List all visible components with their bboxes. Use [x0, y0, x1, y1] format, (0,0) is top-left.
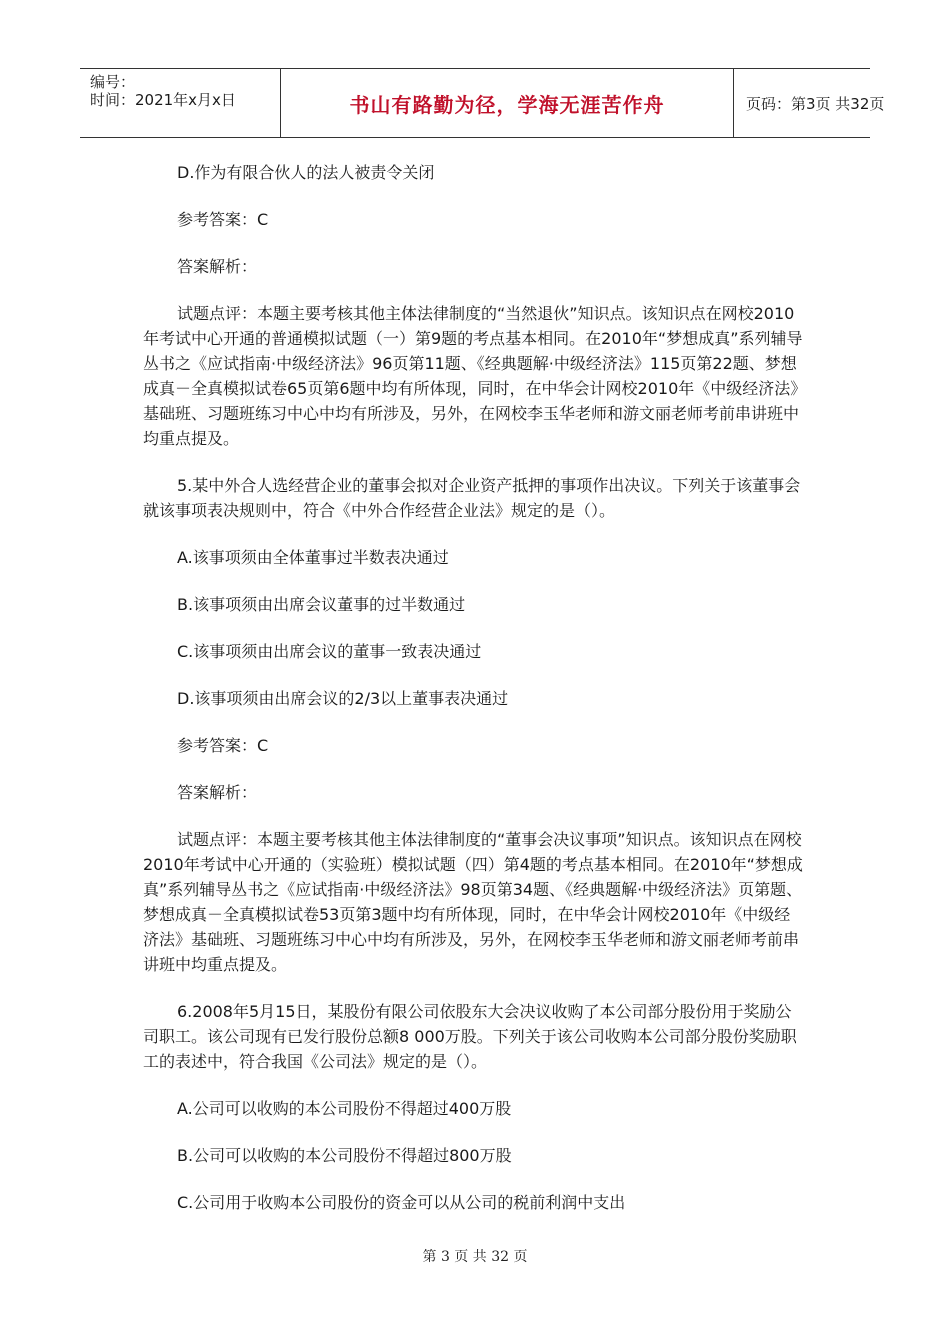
header-motto-cell [281, 69, 734, 137]
analysis-label: 答案解析： [177, 783, 258, 802]
option-d: D.作为有限合伙人的法人被责令关闭 [177, 163, 435, 182]
motto-text: 书山有路勤为径，学海无涯苦作舟 [349, 92, 665, 117]
option-c: C.该事项须由出席会议的董事一致表决通过 [177, 642, 482, 661]
analysis-label: 答案解析： [177, 257, 258, 276]
option-b: B.该事项须由出席会议董事的过半数通过 [177, 595, 466, 614]
option-b: B.公司可以收购的本公司股份不得超过800万股 [177, 1146, 512, 1165]
header-page-cell [734, 69, 885, 137]
number-label: 编号： [90, 73, 136, 91]
option-a: A.该事项须由全体董事过半数表决通过 [177, 548, 449, 567]
page-info: 页码：第3页 共32页 [746, 94, 885, 113]
page-header [80, 68, 885, 138]
option-c: C.公司用于收购本公司股份的资金可以从公司的税前利润中支出 [177, 1193, 626, 1212]
question-6: 6.2008年5月15日，某股份有限公司依股东大会决议收购了本公司部分股份用于奖励公司职工。该公司现有已发行股份总额8 000万股。下列关于该公司收购本公司部分股份奖励职工的表述中，符合我国《公司法》规定的是（）。 [143, 1002, 797, 1071]
answer-label: 参考答案：C [177, 736, 269, 755]
commentary-paragraph: 试题点评：本题主要考核其他主体法律制度的“董事会决议事项”知识点。该知识点在网校2010年考试中心开通的（实验班）模拟试题（四）第4题的考点基本相同。在2010年“梦想成真”系列辅导丛书之《应试指南·中级经济法》98页第34题、《经典题解·中级经济法》页第题、梦想成真－全真模拟试卷53页第3题中均有所体现，同时，在中华会计网校2010年《中级经济法》基础班、习题班练习中心中均有所涉及，另外，在网校李玉华老师和游文丽老师考前串讲班中均重点提及。 [143, 830, 803, 974]
question-5: 5.某中外合人选经营企业的董事会拟对企业资产抵押的事项作出决议。下列关于该董事会就该事项表决规则中，符合《中外合作经营企业法》规定的是（）。 [143, 476, 801, 520]
commentary-paragraph: 试题点评：本题主要考核其他主体法律制度的“当然退伙”知识点。该知识点在网校2010年考试中心开通的普通模拟试题（一）第9题的考点基本相同。在2010年“梦想成真”系列辅导丛书之《应试指南·中级经济法》96页第11题、《经典题解·中级经济法》115页第22题、梦想成真－全真模拟试卷65页第6题中均有所体现，同时，在中华会计网校2010年《中级经济法》基础班、习题班练习中心中均有所涉及，另外，在网校李玉华老师和游文丽老师考前串讲班中均重点提及。 [143, 304, 803, 448]
document-body [143, 152, 805, 1215]
header-meta-cell [80, 69, 281, 137]
answer-label: 参考答案：C [177, 210, 269, 229]
page-footer: 第 3 页 共 32 页 [422, 1249, 528, 1265]
time-label: 时间：2021年x月x日 [90, 91, 236, 109]
option-a: A.公司可以收购的本公司股份不得超过400万股 [177, 1099, 512, 1118]
option-d: D.该事项须由出席会议的2/3以上董事表决通过 [177, 689, 509, 708]
